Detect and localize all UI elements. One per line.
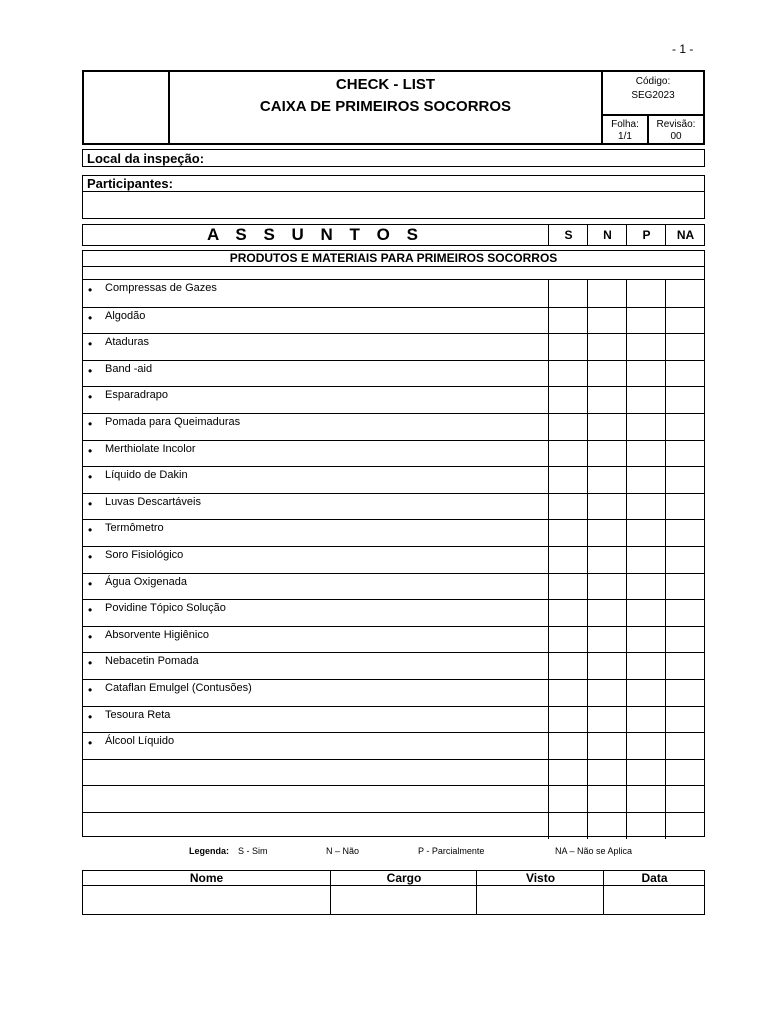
section-block <box>82 250 705 280</box>
bullet-icon: • <box>88 443 93 458</box>
checklist-row <box>83 413 704 440</box>
document-header <box>82 70 705 145</box>
checklist-item-label: Merthiolate Incolor <box>105 442 196 455</box>
checklist-item-label: Soro Fisiológico <box>105 549 184 561</box>
document-title: CHECK - LIST <box>335 76 436 93</box>
check-cell-p[interactable] <box>626 414 665 440</box>
empty-checklist-row <box>83 812 704 839</box>
check-cell-n[interactable] <box>587 494 626 520</box>
check-cell-s[interactable] <box>548 813 587 839</box>
check-cell-n[interactable] <box>587 707 626 733</box>
check-cell-n[interactable] <box>587 547 626 573</box>
checklist-item-label: Band -aid <box>105 362 153 375</box>
checklist-item-label: Tesoura Reta <box>105 708 171 721</box>
check-cell-na[interactable] <box>665 600 704 626</box>
title-area <box>170 72 603 143</box>
check-cell-na[interactable] <box>665 653 704 679</box>
subjects-header-row <box>82 224 705 246</box>
checklist-row <box>83 333 704 360</box>
check-cell-na[interactable] <box>665 494 704 520</box>
column-na-header: NA <box>665 225 705 245</box>
check-cell-p[interactable] <box>626 813 665 839</box>
name-field[interactable] <box>83 886 330 914</box>
date-column-header: Data <box>603 871 705 885</box>
bullet-icon: • <box>88 576 93 591</box>
legend-na: NA – Não se Aplica <box>555 846 633 856</box>
check-cell-s[interactable] <box>548 600 587 626</box>
checklist-row <box>83 307 704 334</box>
section-title: PRODUTOS E MATERIAIS PARA PRIMEIROS SOCORROS <box>229 251 558 265</box>
legend-p: P - Parcialmente <box>418 846 485 856</box>
check-cell-s[interactable] <box>548 786 587 812</box>
check-cell-s[interactable] <box>548 733 587 759</box>
check-cell-s[interactable] <box>548 574 587 600</box>
check-cell-na[interactable] <box>665 387 704 413</box>
location-field[interactable] <box>82 149 705 167</box>
check-cell-s[interactable] <box>548 334 587 360</box>
checklist-row <box>83 519 704 546</box>
checklist-item-label: Algodão <box>105 309 146 322</box>
column-p-header: P <box>626 225 666 245</box>
check-cell-p[interactable] <box>626 680 665 706</box>
checklist-item-label: Cataflan Emulgel (Contusões) <box>105 682 252 694</box>
check-cell-s[interactable] <box>548 308 587 334</box>
checklist-row <box>83 573 704 600</box>
checklist-row <box>83 652 704 679</box>
check-cell-n[interactable] <box>587 760 626 786</box>
check-cell-p[interactable] <box>626 280 665 307</box>
sheet-cell <box>603 116 649 143</box>
check-cell-n[interactable] <box>587 627 626 653</box>
visa-field[interactable] <box>477 886 603 914</box>
checklist-row <box>83 546 704 573</box>
check-cell-s[interactable] <box>548 707 587 733</box>
check-cell-na[interactable] <box>665 574 704 600</box>
revision-label: Revisão: <box>656 119 696 130</box>
checklist-row <box>83 626 704 653</box>
checklist-item-label: Esparadrapo <box>105 389 168 402</box>
check-cell-p[interactable] <box>626 494 665 520</box>
check-cell-na[interactable] <box>665 361 704 387</box>
check-cell-n[interactable] <box>587 387 626 413</box>
bullet-icon: • <box>88 337 93 352</box>
checklist-row <box>83 599 704 626</box>
checklist-grid <box>82 279 705 837</box>
check-cell-n[interactable] <box>587 680 626 706</box>
check-cell-n[interactable] <box>587 600 626 626</box>
check-cell-na[interactable] <box>665 680 704 706</box>
bullet-icon: • <box>88 496 93 511</box>
bullet-icon: • <box>88 417 93 431</box>
check-cell-p[interactable] <box>626 308 665 334</box>
check-cell-na[interactable] <box>665 627 704 653</box>
checklist-row <box>83 732 704 759</box>
check-cell-na[interactable] <box>665 733 704 759</box>
check-cell-p[interactable] <box>626 574 665 600</box>
code-label: Código: <box>635 76 671 87</box>
checklist-row <box>83 386 704 413</box>
check-cell-s[interactable] <box>548 280 587 307</box>
check-cell-s[interactable] <box>548 494 587 520</box>
check-cell-s[interactable] <box>548 520 587 546</box>
checklist-item-label: Absorvente Higiênico <box>105 628 209 641</box>
checklist-row <box>83 679 704 706</box>
bullet-icon: • <box>88 310 93 325</box>
checklist-row <box>83 466 704 493</box>
code-cell <box>603 72 703 116</box>
check-cell-n[interactable] <box>587 414 626 440</box>
role-column-header: Cargo <box>330 871 477 885</box>
check-cell-n[interactable] <box>587 653 626 679</box>
check-cell-n[interactable] <box>587 467 626 493</box>
checklist-item-label: Compressas de Gazes <box>105 282 217 294</box>
page-number: - 1 - <box>672 42 694 56</box>
bullet-icon: • <box>88 283 93 297</box>
check-cell-p[interactable] <box>626 733 665 759</box>
column-s-header: S <box>548 225 588 245</box>
check-cell-na[interactable] <box>665 786 704 812</box>
check-cell-n[interactable] <box>587 361 626 387</box>
legend-label-wrap <box>189 846 229 856</box>
check-cell-n[interactable] <box>587 786 626 812</box>
check-cell-p[interactable] <box>626 760 665 786</box>
participants-field[interactable] <box>82 175 705 219</box>
date-field[interactable] <box>604 886 704 914</box>
subjects-header: A S S U N T O S <box>207 225 424 244</box>
checklist-item-label: Nebacetin Pomada <box>105 655 199 668</box>
check-cell-na[interactable] <box>665 334 704 360</box>
check-cell-s[interactable] <box>548 414 587 440</box>
check-cell-p[interactable] <box>626 547 665 573</box>
signature-table <box>82 870 705 915</box>
check-cell-p[interactable] <box>626 520 665 546</box>
bullet-icon: • <box>88 523 93 538</box>
sheet-label: Folha: <box>611 119 639 130</box>
checklist-row <box>83 493 704 520</box>
checklist-item-label: Luvas Descartáveis <box>105 495 201 508</box>
role-field[interactable] <box>331 886 476 914</box>
legend-s: S - Sim <box>238 846 268 856</box>
check-cell-p[interactable] <box>626 441 665 467</box>
check-cell-p[interactable] <box>626 707 665 733</box>
revision-value: 00 <box>670 131 682 142</box>
legend-n: N – Não <box>326 846 360 856</box>
check-cell-na[interactable] <box>665 707 704 733</box>
check-cell-p[interactable] <box>626 334 665 360</box>
checklist-item-label: Álcool Líquido <box>105 735 175 748</box>
participants-label: Participantes: <box>87 176 173 191</box>
bullet-icon: • <box>88 629 93 644</box>
check-cell-s[interactable] <box>548 467 587 493</box>
check-cell-na[interactable] <box>665 467 704 493</box>
checklist-item-label: Água Oxigenada <box>105 575 187 588</box>
check-cell-na[interactable] <box>665 520 704 546</box>
bullet-icon: • <box>88 656 93 671</box>
checklist-item-label: Termômetro <box>105 522 164 535</box>
check-cell-p[interactable] <box>626 653 665 679</box>
empty-checklist-row <box>83 785 704 812</box>
checklist-item-label: Ataduras <box>105 336 150 349</box>
bullet-icon: • <box>88 470 93 485</box>
check-cell-p[interactable] <box>626 387 665 413</box>
checklist-row <box>83 280 704 307</box>
check-cell-na[interactable] <box>665 308 704 334</box>
check-cell-p[interactable] <box>626 627 665 653</box>
checklist-row <box>83 440 704 467</box>
visa-column-header: Visto <box>476 871 604 885</box>
check-cell-s[interactable] <box>548 441 587 467</box>
bullet-icon: • <box>88 363 93 378</box>
bullet-icon: • <box>88 603 93 618</box>
check-cell-na[interactable] <box>665 280 704 307</box>
check-cell-n[interactable] <box>587 308 626 334</box>
logo-area <box>84 72 170 143</box>
check-cell-na[interactable] <box>665 760 704 786</box>
check-cell-n[interactable] <box>587 574 626 600</box>
document-subtitle: CAIXA DE PRIMEIROS SOCORROS <box>259 98 512 115</box>
check-cell-na[interactable] <box>665 813 704 839</box>
check-cell-na[interactable] <box>665 441 704 467</box>
sheet-value: 1/1 <box>618 131 632 142</box>
section-divider <box>83 266 704 267</box>
legend-label: Legenda: <box>189 846 230 856</box>
check-cell-s[interactable] <box>548 653 587 679</box>
check-cell-s[interactable] <box>548 547 587 573</box>
check-cell-n[interactable] <box>587 334 626 360</box>
bullet-icon: • <box>88 683 93 697</box>
check-cell-s[interactable] <box>548 680 587 706</box>
revision-cell <box>649 116 703 143</box>
bullet-icon: • <box>88 709 93 724</box>
column-n-header: N <box>587 225 627 245</box>
check-cell-p[interactable] <box>626 361 665 387</box>
participants-divider <box>83 191 704 192</box>
check-cell-s[interactable] <box>548 627 587 653</box>
check-cell-n[interactable] <box>587 813 626 839</box>
code-value: SEG2023 <box>631 90 675 101</box>
bullet-icon: • <box>88 550 93 564</box>
check-cell-s[interactable] <box>548 361 587 387</box>
empty-checklist-row <box>83 759 704 786</box>
name-column-header: Nome <box>189 871 224 885</box>
location-label: Local da inspeção: <box>87 151 205 166</box>
check-cell-n[interactable] <box>587 441 626 467</box>
checklist-item-label: Líquido de Dakin <box>105 469 188 482</box>
checklist-item-label: Pomada para Queimaduras <box>105 416 241 428</box>
check-cell-s[interactable] <box>548 387 587 413</box>
check-cell-p[interactable] <box>626 467 665 493</box>
checklist-row <box>83 360 704 387</box>
check-cell-na[interactable] <box>665 414 704 440</box>
checklist-row <box>83 706 704 733</box>
bullet-icon: • <box>88 736 93 751</box>
check-cell-s[interactable] <box>548 760 587 786</box>
check-cell-p[interactable] <box>626 786 665 812</box>
check-cell-p[interactable] <box>626 600 665 626</box>
check-cell-n[interactable] <box>587 280 626 307</box>
check-cell-n[interactable] <box>587 733 626 759</box>
check-cell-n[interactable] <box>587 520 626 546</box>
checklist-item-label: Povidine Tópico Solução <box>105 602 226 615</box>
bullet-icon: • <box>88 390 93 405</box>
check-cell-na[interactable] <box>665 547 704 573</box>
